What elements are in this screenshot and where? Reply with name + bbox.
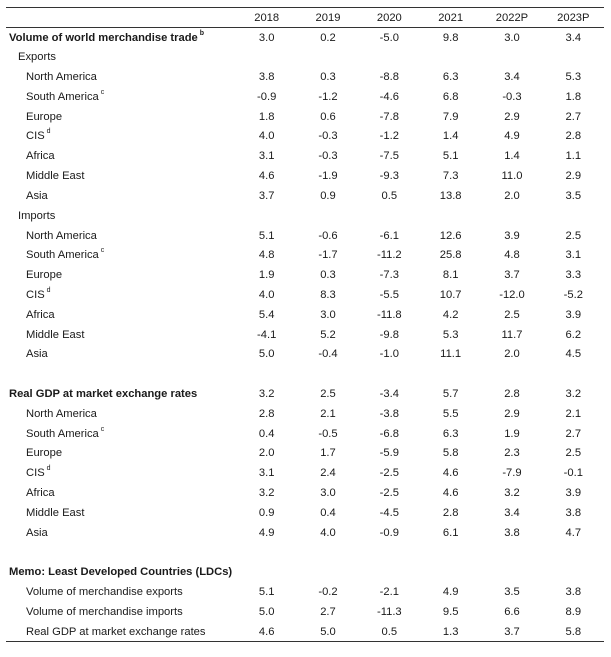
row-label: Africa: [26, 150, 55, 163]
value-cell: 1.9: [258, 269, 275, 282]
row-label: Middle East: [26, 328, 85, 341]
table-row: [6, 523, 604, 543]
value-cell: -5.2: [563, 288, 583, 301]
value-cell: 3.9: [565, 308, 582, 321]
table-row: [6, 305, 604, 325]
value-cell: 9.5: [442, 605, 459, 618]
value-cell: 11.0: [501, 170, 523, 183]
value-cell: 3.1: [258, 150, 275, 163]
value-cell: 1.7: [320, 447, 336, 460]
value-cell: -11.2: [376, 249, 402, 262]
row-label: Real GDP at market exchange rates: [26, 625, 206, 638]
row-label: South America: [26, 90, 99, 103]
value-cell: -2.5: [379, 467, 399, 480]
value-cell: 5.0: [297, 622, 358, 642]
row-label: CIS: [26, 130, 45, 143]
value-cell: 1.4: [442, 130, 459, 143]
table-row: [6, 364, 604, 384]
value-cell: 5.1: [258, 229, 275, 242]
header-year-2022p: 2022P: [481, 8, 542, 28]
table-row: [6, 562, 604, 582]
value-cell: [297, 206, 358, 226]
value-cell: 0.6: [320, 110, 336, 123]
value-cell: 0.2: [320, 31, 336, 44]
value-cell: [420, 543, 481, 563]
row-label-cell: [6, 206, 236, 226]
footnote-marker: c: [100, 425, 105, 433]
value-cell: [543, 543, 604, 563]
value-cell: 3.2: [258, 388, 275, 401]
value-cell: 1.9: [504, 427, 520, 440]
value-cell: 8.9: [565, 605, 582, 618]
value-cell: -4.6: [379, 90, 399, 103]
value-cell: 8.1: [442, 269, 459, 282]
row-label-cell: [6, 543, 236, 563]
row-label-cell: [6, 404, 236, 424]
row-label: North America: [26, 71, 97, 84]
value-cell: 2.7: [565, 110, 582, 123]
value-cell: 4.6: [442, 487, 459, 500]
row-label-cell: [6, 582, 236, 602]
value-cell: 4.0: [320, 526, 336, 539]
footnote-marker: d: [46, 128, 51, 136]
value-cell: 2.9: [504, 407, 520, 420]
footnote-marker: b: [199, 29, 205, 37]
row-label: Africa: [26, 308, 55, 321]
value-cell: -0.4: [318, 348, 338, 361]
row-label-cell: [6, 305, 236, 325]
value-cell: 4.8: [258, 249, 275, 262]
value-cell: 5.0: [258, 348, 275, 361]
value-cell: [236, 562, 297, 582]
table-row: [6, 245, 604, 265]
value-cell: 6.6: [504, 605, 520, 618]
value-cell: -0.9: [257, 90, 277, 103]
row-label-cell: [6, 483, 236, 503]
header-label-cell: [6, 8, 236, 28]
trade-statistics-table: [6, 7, 604, 642]
value-cell: 2.8: [442, 506, 459, 519]
table-row: [6, 127, 604, 147]
value-cell: [359, 47, 420, 67]
value-cell: 5.4: [258, 308, 275, 321]
value-cell: 3.1: [565, 249, 582, 262]
value-cell: 3.0: [320, 308, 336, 321]
value-cell: -2.5: [379, 487, 399, 500]
value-cell: 4.9: [442, 586, 459, 599]
value-cell: [236, 47, 297, 67]
value-cell: [297, 543, 358, 563]
row-label: Memo: Least Developed Countries (LDCs): [9, 566, 233, 579]
table-row: [6, 206, 604, 226]
value-cell: [420, 562, 481, 582]
footnote-marker: c: [100, 247, 105, 255]
value-cell: [420, 206, 481, 226]
value-cell: 3.3: [565, 269, 582, 282]
value-cell: 3.8: [565, 586, 582, 599]
row-label: Europe: [26, 110, 63, 123]
value-cell: 5.8: [442, 447, 459, 460]
row-label-cell: [6, 384, 236, 404]
value-cell: -7.5: [379, 150, 399, 163]
value-cell: 2.0: [258, 447, 275, 460]
value-cell: -0.1: [563, 467, 583, 480]
value-cell: 4.9: [258, 526, 275, 539]
value-cell: 2.9: [504, 110, 520, 123]
table-row: [6, 28, 604, 48]
row-label: South America: [26, 427, 99, 440]
value-cell: -0.3: [318, 130, 338, 143]
value-cell: 3.8: [258, 71, 275, 84]
value-cell: -1.2: [318, 90, 338, 103]
value-cell: 5.2: [320, 328, 336, 341]
table-row: [6, 582, 604, 602]
table-row: [6, 503, 604, 523]
value-cell: -0.9: [379, 526, 399, 539]
row-label-cell: [6, 87, 236, 107]
row-label: Exports: [18, 51, 56, 64]
value-cell: 2.5: [565, 447, 582, 460]
value-cell: 0.3: [320, 269, 336, 282]
value-cell: 3.9: [565, 487, 582, 500]
value-cell: 11.7: [501, 328, 523, 341]
value-cell: -5.0: [379, 31, 399, 44]
value-cell: 2.8: [504, 388, 520, 401]
value-cell: 1.8: [258, 110, 275, 123]
value-cell: -1.9: [318, 170, 338, 183]
table-row: [6, 543, 604, 563]
value-cell: 11.1: [440, 348, 462, 361]
value-cell: 3.8: [565, 506, 582, 519]
table-row: [6, 226, 604, 246]
row-label-cell: [6, 503, 236, 523]
value-cell: -7.8: [379, 110, 399, 123]
value-cell: 3.1: [258, 467, 275, 480]
footnote-marker: c: [100, 88, 105, 96]
row-label: CIS: [26, 288, 45, 301]
value-cell: -1.2: [379, 130, 399, 143]
value-cell: 2.7: [565, 427, 582, 440]
value-cell: -0.5: [318, 427, 338, 440]
value-cell: 3.7: [481, 622, 542, 642]
value-cell: 2.4: [320, 467, 336, 480]
value-cell: 3.7: [258, 189, 275, 202]
value-cell: 3.0: [320, 487, 336, 500]
value-cell: 3.5: [565, 189, 582, 202]
value-cell: [236, 364, 297, 384]
value-cell: 1.3: [420, 622, 481, 642]
row-label: Imports: [18, 209, 56, 222]
table-row: [6, 265, 604, 285]
row-label-cell: [6, 622, 236, 642]
table-row: [6, 325, 604, 345]
row-label-cell: [6, 226, 236, 246]
table-row: [6, 384, 604, 404]
value-cell: [420, 364, 481, 384]
table-row: [6, 622, 604, 642]
value-cell: 4.0: [258, 130, 275, 143]
row-label-cell: [6, 463, 236, 483]
value-cell: 9.8: [442, 31, 459, 44]
value-cell: 1.1: [565, 150, 582, 163]
row-label-cell: [6, 127, 236, 147]
value-cell: [543, 364, 604, 384]
value-cell: 5.3: [565, 71, 582, 84]
row-label-cell: [6, 325, 236, 345]
value-cell: 0.5: [381, 189, 398, 202]
value-cell: -0.3: [318, 150, 338, 163]
value-cell: 4.2: [442, 308, 459, 321]
value-cell: 5.1: [258, 586, 275, 599]
value-cell: -1.0: [379, 348, 399, 361]
table-row: [6, 47, 604, 67]
value-cell: 2.5: [565, 229, 582, 242]
value-cell: -4.1: [257, 328, 277, 341]
row-label-cell: [6, 166, 236, 186]
table-row: [6, 107, 604, 127]
value-cell: 3.2: [504, 487, 520, 500]
value-cell: [543, 47, 604, 67]
value-cell: 2.8: [258, 407, 275, 420]
value-cell: 4.7: [565, 526, 582, 539]
row-label-cell: [6, 67, 236, 87]
value-cell: 5.7: [442, 388, 459, 401]
value-cell: [359, 364, 420, 384]
value-cell: 4.8: [504, 249, 520, 262]
value-cell: [297, 562, 358, 582]
table-row: [6, 345, 604, 365]
row-label: Europe: [26, 269, 63, 282]
value-cell: 3.4: [504, 506, 520, 519]
value-cell: [236, 206, 297, 226]
row-label-cell: [6, 562, 236, 582]
table-row: [6, 444, 604, 464]
row-label: Asia: [26, 189, 48, 202]
value-cell: 5.1: [442, 150, 459, 163]
value-cell: 3.4: [565, 31, 582, 44]
value-cell: 25.8: [439, 249, 462, 262]
value-cell: -9.3: [379, 170, 399, 183]
value-cell: [297, 47, 358, 67]
value-cell: 13.8: [439, 189, 462, 202]
value-cell: 3.2: [258, 487, 275, 500]
value-cell: 2.7: [320, 605, 336, 618]
value-cell: 5.8: [543, 622, 604, 642]
value-cell: 2.0: [504, 189, 520, 202]
value-cell: 6.3: [442, 427, 459, 440]
value-cell: 3.7: [504, 269, 520, 282]
value-cell: 3.9: [504, 229, 520, 242]
row-label-cell: [6, 107, 236, 127]
value-cell: 0.4: [258, 427, 275, 440]
header-year-2020: 2020: [359, 8, 420, 28]
value-cell: 2.5: [504, 308, 520, 321]
value-cell: -4.5: [379, 506, 399, 519]
value-cell: 6.2: [565, 328, 582, 341]
table-row: [6, 602, 604, 622]
header-row: [6, 8, 604, 28]
value-cell: 10.7: [439, 288, 462, 301]
value-cell: [481, 47, 542, 67]
value-cell: 2.1: [320, 407, 336, 420]
row-label: Middle East: [26, 506, 85, 519]
value-cell: -2.1: [379, 586, 399, 599]
value-cell: 2.9: [565, 170, 582, 183]
value-cell: 0.5: [359, 622, 420, 642]
header-year-2018: 2018: [236, 8, 297, 28]
footnote-marker: d: [46, 465, 51, 473]
value-cell: 0.3: [320, 71, 336, 84]
table-row: [6, 67, 604, 87]
value-cell: 2.3: [504, 447, 520, 460]
value-cell: [359, 206, 420, 226]
value-cell: 6.1: [442, 526, 459, 539]
value-cell: 4.0: [258, 288, 275, 301]
row-label: Middle East: [26, 170, 85, 183]
row-label-cell: [6, 523, 236, 543]
value-cell: 3.5: [504, 586, 520, 599]
row-label-cell: [6, 47, 236, 67]
value-cell: 0.9: [320, 189, 336, 202]
value-cell: 8.3: [320, 288, 336, 301]
row-label-cell: [6, 285, 236, 305]
value-cell: 0.9: [258, 506, 275, 519]
row-label-cell: [6, 345, 236, 365]
table-row: [6, 285, 604, 305]
value-cell: 4.9: [504, 130, 520, 143]
value-cell: -0.6: [318, 229, 338, 242]
value-cell: -0.3: [502, 90, 522, 103]
value-cell: -9.8: [379, 328, 399, 341]
value-cell: -5.5: [379, 288, 399, 301]
value-cell: -1.7: [318, 249, 338, 262]
table-body: [6, 28, 604, 642]
table-row: [6, 483, 604, 503]
footnote-marker: d: [46, 286, 51, 294]
value-cell: 1.8: [565, 90, 582, 103]
header-year-2019: 2019: [297, 8, 358, 28]
row-label-cell: [6, 602, 236, 622]
row-label-cell: [6, 265, 236, 285]
row-label: Volume of merchandise exports: [26, 586, 183, 599]
row-label: Africa: [26, 487, 55, 500]
table-row: [6, 186, 604, 206]
value-cell: -3.4: [379, 388, 399, 401]
value-cell: [481, 562, 542, 582]
value-cell: -6.1: [379, 229, 399, 242]
row-label-cell: [6, 186, 236, 206]
value-cell: -6.8: [379, 427, 399, 440]
value-cell: [420, 47, 481, 67]
value-cell: 6.8: [442, 90, 459, 103]
table-row: [6, 463, 604, 483]
value-cell: 3.0: [258, 31, 275, 44]
value-cell: 4.6: [236, 622, 297, 642]
value-cell: 4.6: [258, 170, 275, 183]
value-cell: 7.3: [442, 170, 459, 183]
row-label: Europe: [26, 447, 63, 460]
value-cell: [481, 543, 542, 563]
value-cell: 3.4: [504, 71, 520, 84]
value-cell: 4.5: [565, 348, 582, 361]
row-label-cell: [6, 424, 236, 444]
value-cell: -11.3: [376, 605, 402, 618]
value-cell: 5.0: [258, 605, 275, 618]
row-label: North America: [26, 229, 97, 242]
value-cell: [481, 364, 542, 384]
row-label: Real GDP at market exchange rates: [9, 388, 198, 401]
value-cell: 5.3: [442, 328, 459, 341]
value-cell: 5.5: [442, 407, 459, 420]
value-cell: 1.4: [504, 150, 520, 163]
row-label-cell: [6, 28, 236, 48]
table-row: [6, 146, 604, 166]
row-label-cell: [6, 245, 236, 265]
value-cell: -0.2: [318, 586, 338, 599]
row-label: CIS: [26, 467, 45, 480]
value-cell: [359, 562, 420, 582]
value-cell: 2.0: [504, 348, 520, 361]
value-cell: 3.0: [504, 31, 520, 44]
value-cell: -7.9: [502, 467, 522, 480]
value-cell: 12.6: [439, 229, 462, 242]
value-cell: -5.9: [379, 447, 399, 460]
value-cell: 7.9: [442, 110, 459, 123]
row-label-cell: [6, 364, 236, 384]
value-cell: 2.8: [565, 130, 582, 143]
value-cell: [297, 364, 358, 384]
row-label: Volume of merchandise imports: [26, 605, 183, 618]
value-cell: 3.2: [565, 388, 582, 401]
value-cell: -8.8: [379, 71, 399, 84]
table-row: [6, 87, 604, 107]
value-cell: -3.8: [379, 407, 399, 420]
row-label: Volume of world merchandise trade: [9, 31, 198, 44]
table-row: [6, 166, 604, 186]
value-cell: [481, 206, 542, 226]
value-cell: 0.4: [320, 506, 336, 519]
value-cell: 4.6: [442, 467, 459, 480]
value-cell: 2.1: [565, 407, 582, 420]
value-cell: [359, 543, 420, 563]
row-label: Asia: [26, 348, 48, 361]
value-cell: -12.0: [499, 288, 525, 301]
header-year-2021: 2021: [420, 8, 481, 28]
value-cell: [543, 206, 604, 226]
row-label-cell: [6, 444, 236, 464]
row-label: South America: [26, 249, 99, 262]
header-year-2023p: 2023P: [543, 8, 604, 28]
row-label: North America: [26, 407, 97, 420]
value-cell: -11.8: [376, 308, 402, 321]
value-cell: 3.8: [504, 526, 520, 539]
table-row: [6, 424, 604, 444]
value-cell: 2.5: [320, 388, 336, 401]
value-cell: [236, 543, 297, 563]
value-cell: -7.3: [379, 269, 399, 282]
row-label-cell: [6, 146, 236, 166]
table-row: [6, 404, 604, 424]
row-label: Asia: [26, 526, 48, 539]
value-cell: 6.3: [442, 71, 459, 84]
value-cell: [543, 562, 604, 582]
